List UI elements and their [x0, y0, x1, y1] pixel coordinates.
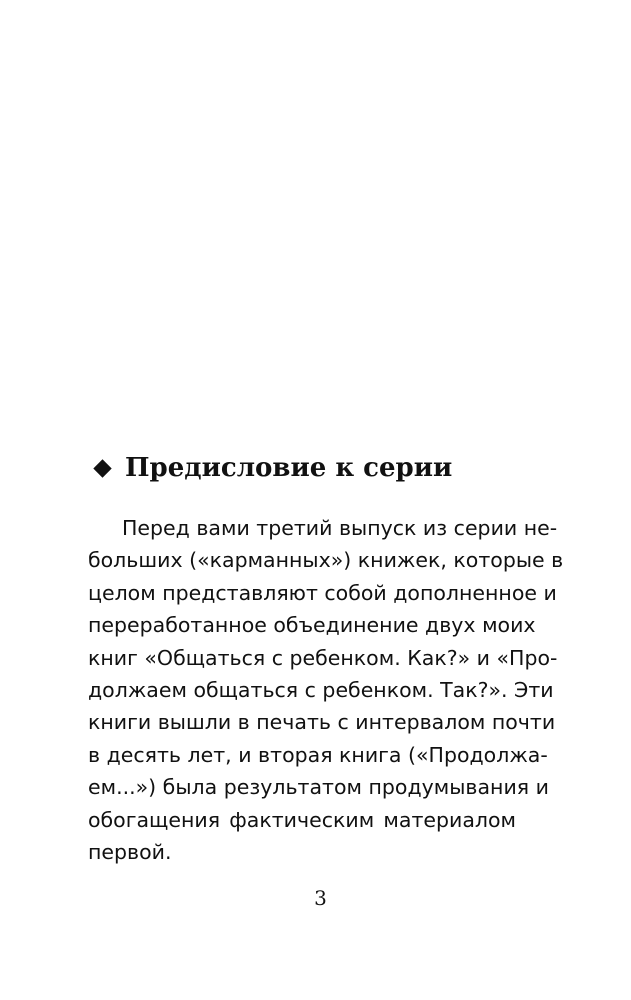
paragraph-line: переработанное объединение двух моих [88, 613, 536, 638]
paragraph-line: целом представляют собой дополненное и [88, 580, 557, 605]
paragraph-line: книг «Общаться с ребенком. Как?» и «Про- [88, 645, 558, 670]
page-number: 3 [314, 886, 327, 910]
paragraph-line: обогащения фактическим материалом [88, 807, 516, 832]
paragraph-line: больших («карманных») книжек, которые в [88, 548, 564, 573]
section-title: Предисловие к серии [125, 453, 453, 483]
paragraph-line: первой. [88, 840, 172, 865]
paragraph-line: Перед вами третий выпуск из серии не- [122, 516, 558, 540]
section-heading [92, 449, 452, 487]
body-paragraph [88, 512, 564, 868]
paragraph-line: в десять лет, и вторая книга («Продолжа- [88, 742, 548, 767]
paragraph-line: ем...») была результатом продумывания и [88, 775, 549, 800]
paragraph-line: книги вышли в печать с интервалом почти [88, 710, 556, 735]
paragraph-line: должаем общаться с ребенком. Так?». Эти [88, 678, 554, 703]
diamond-icon [93, 459, 111, 477]
